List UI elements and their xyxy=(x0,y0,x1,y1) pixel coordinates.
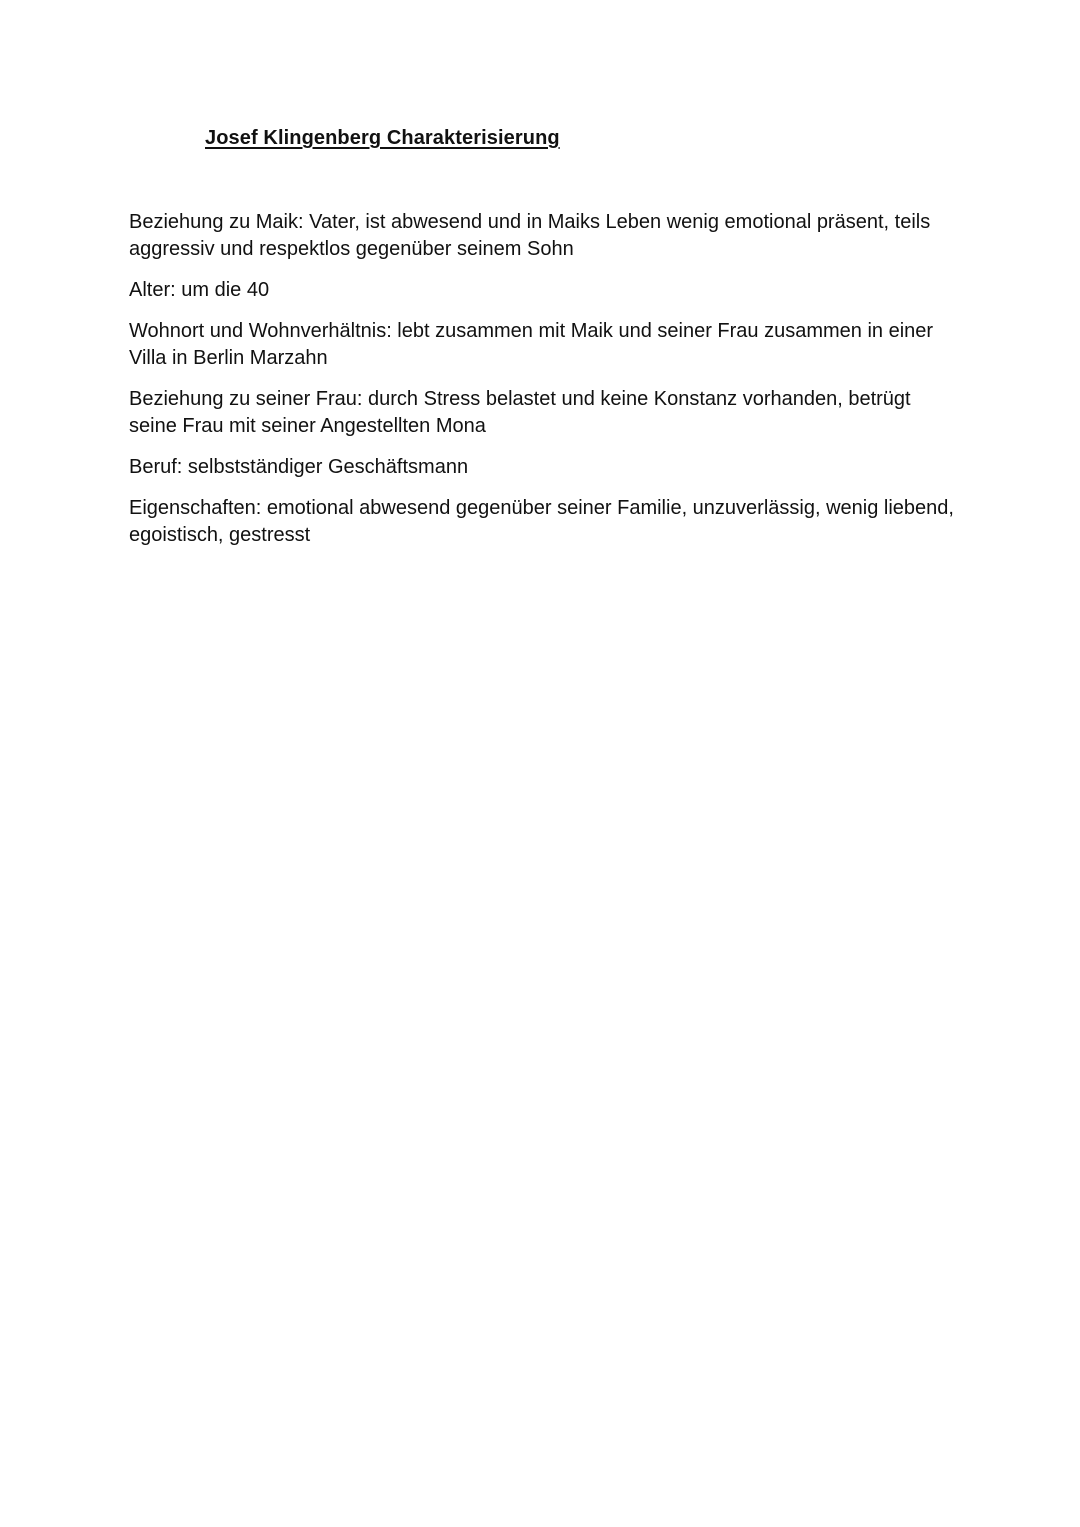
paragraph-eigenschaften: Eigenschaften: emotional abwesend gegenüber seiner Familie, unzuverlässig, wenig liebend, egoistisch, gestresst xyxy=(129,497,954,546)
paragraph-beziehung-maik: Beziehung zu Maik: Vater, ist abwesend und in Maiks Leben wenig emotional präsent, teils aggressiv und respektlos gegenüber seinem Sohn xyxy=(129,211,931,260)
paragraph-wohnort: Wohnort und Wohnverhältnis: lebt zusammen mit Maik und seiner Frau zusammen in einer Villa in Berlin Marzahn xyxy=(129,320,934,369)
paragraph-alter: Alter: um die 40 xyxy=(129,279,270,301)
document-body xyxy=(129,209,959,563)
paragraph-beruf: Beruf: selbstständiger Geschäftsmann xyxy=(129,456,469,478)
paragraph-beziehung-frau: Beziehung zu seiner Frau: durch Stress belastet und keine Konstanz vorhanden, betrügt seine Frau mit seiner Angestellten Mona xyxy=(129,388,911,437)
page-title: Josef Klingenberg Charakterisierung xyxy=(205,127,560,149)
